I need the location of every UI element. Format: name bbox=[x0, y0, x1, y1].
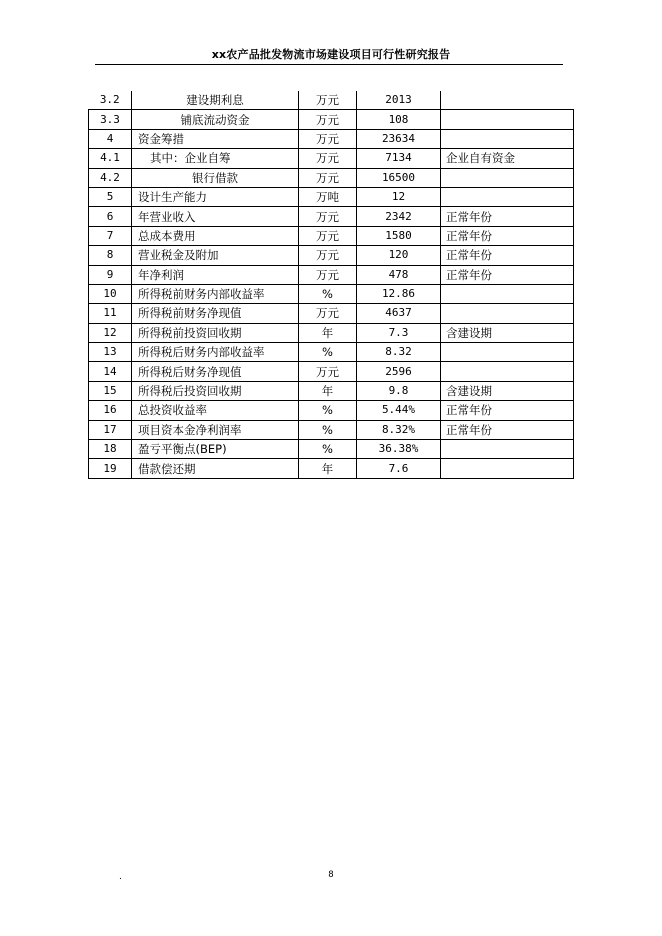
item-unit: % bbox=[299, 420, 357, 439]
item-name: 所得税前财务内部收益率 bbox=[132, 284, 299, 303]
item-name: 铺底流动资金 bbox=[132, 110, 299, 129]
item-value: 9.8 bbox=[357, 381, 441, 400]
row-number: 16 bbox=[89, 401, 132, 420]
item-note: 正常年份 bbox=[441, 226, 574, 245]
item-value: 8.32% bbox=[357, 420, 441, 439]
item-name: 项目资本金净利润率 bbox=[132, 420, 299, 439]
item-unit: 万元 bbox=[299, 246, 357, 265]
item-unit: 年 bbox=[299, 459, 357, 478]
item-note: 含建设期 bbox=[441, 381, 574, 400]
item-value: 7134 bbox=[357, 149, 441, 168]
table-row bbox=[89, 343, 574, 362]
item-note bbox=[441, 91, 574, 110]
item-value: 7.6 bbox=[357, 459, 441, 478]
row-number: 15 bbox=[89, 381, 132, 400]
table-row bbox=[89, 226, 574, 245]
item-note: 正常年份 bbox=[441, 420, 574, 439]
footer-dot: . bbox=[119, 872, 122, 882]
item-value: 36.38% bbox=[357, 440, 441, 459]
item-name: 所得税后投资回收期 bbox=[132, 381, 299, 400]
table-row bbox=[89, 149, 574, 168]
item-unit: 万元 bbox=[299, 129, 357, 148]
item-note bbox=[441, 459, 574, 478]
item-unit: 万元 bbox=[299, 91, 357, 110]
row-number: 9 bbox=[89, 265, 132, 284]
row-number: 19 bbox=[89, 459, 132, 478]
table-row bbox=[89, 401, 574, 420]
item-value: 16500 bbox=[357, 168, 441, 187]
table-row bbox=[89, 284, 574, 303]
indicator-table bbox=[88, 91, 574, 479]
item-unit: 万元 bbox=[299, 304, 357, 323]
item-unit: 万元 bbox=[299, 168, 357, 187]
table-row bbox=[89, 129, 574, 148]
item-note bbox=[441, 110, 574, 129]
item-name: 营业税金及附加 bbox=[132, 246, 299, 265]
item-value: 8.32 bbox=[357, 343, 441, 362]
row-number: 3.3 bbox=[89, 110, 132, 129]
row-number: 14 bbox=[89, 362, 132, 381]
table-row bbox=[89, 207, 574, 226]
item-unit: 万吨 bbox=[299, 187, 357, 206]
item-unit: % bbox=[299, 440, 357, 459]
item-unit: 万元 bbox=[299, 149, 357, 168]
row-number: 8 bbox=[89, 246, 132, 265]
row-number: 4.2 bbox=[89, 168, 132, 187]
row-number: 18 bbox=[89, 440, 132, 459]
table-row bbox=[89, 323, 574, 342]
item-value: 4637 bbox=[357, 304, 441, 323]
item-unit: 万元 bbox=[299, 110, 357, 129]
item-name: 其中：企业自筹 bbox=[132, 149, 299, 168]
item-value: 1580 bbox=[357, 226, 441, 245]
item-name: 所得税前投资回收期 bbox=[132, 323, 299, 342]
item-value: 12 bbox=[357, 187, 441, 206]
row-number: 6 bbox=[89, 207, 132, 226]
item-name: 建设期利息 bbox=[132, 91, 299, 110]
item-note bbox=[441, 440, 574, 459]
item-value: 5.44% bbox=[357, 401, 441, 420]
row-number: 4.1 bbox=[89, 149, 132, 168]
item-value: 2596 bbox=[357, 362, 441, 381]
item-name: 盈亏平衡点(BEP) bbox=[132, 440, 299, 459]
table-row bbox=[89, 168, 574, 187]
item-value: 7.3 bbox=[357, 323, 441, 342]
item-note bbox=[441, 304, 574, 323]
item-note: 正常年份 bbox=[441, 246, 574, 265]
item-name: 设计生产能力 bbox=[132, 187, 299, 206]
item-note: 正常年份 bbox=[441, 265, 574, 284]
item-name: 总投资收益率 bbox=[132, 401, 299, 420]
item-note: 含建设期 bbox=[441, 323, 574, 342]
item-note bbox=[441, 343, 574, 362]
item-name: 借款偿还期 bbox=[132, 459, 299, 478]
row-number: 3.2 bbox=[89, 91, 132, 110]
item-name: 资金筹措 bbox=[132, 129, 299, 148]
item-unit: 年 bbox=[299, 323, 357, 342]
item-note bbox=[441, 168, 574, 187]
row-number: 13 bbox=[89, 343, 132, 362]
table-row bbox=[89, 246, 574, 265]
item-name: 所得税后财务净现值 bbox=[132, 362, 299, 381]
item-name: 年净利润 bbox=[132, 265, 299, 284]
item-unit: 万元 bbox=[299, 207, 357, 226]
item-value: 2342 bbox=[357, 207, 441, 226]
item-name: 银行借款 bbox=[132, 168, 299, 187]
header-divider bbox=[95, 64, 563, 65]
table-row bbox=[89, 91, 574, 110]
row-number: 11 bbox=[89, 304, 132, 323]
row-number: 12 bbox=[89, 323, 132, 342]
item-value: 120 bbox=[357, 246, 441, 265]
table-row bbox=[89, 381, 574, 400]
row-number: 17 bbox=[89, 420, 132, 439]
item-value: 478 bbox=[357, 265, 441, 284]
item-name: 所得税前财务净现值 bbox=[132, 304, 299, 323]
item-unit: % bbox=[299, 401, 357, 420]
item-value: 12.86 bbox=[357, 284, 441, 303]
table-row bbox=[89, 187, 574, 206]
item-note bbox=[441, 187, 574, 206]
item-name: 年营业收入 bbox=[132, 207, 299, 226]
row-number: 10 bbox=[89, 284, 132, 303]
page-number: 8 bbox=[328, 870, 334, 880]
table-row bbox=[89, 459, 574, 478]
table-row bbox=[89, 440, 574, 459]
item-name: 所得税后财务内部收益率 bbox=[132, 343, 299, 362]
table-row bbox=[89, 420, 574, 439]
table-row bbox=[89, 265, 574, 284]
item-unit: % bbox=[299, 343, 357, 362]
item-unit: 年 bbox=[299, 381, 357, 400]
item-unit: 万元 bbox=[299, 265, 357, 284]
item-note bbox=[441, 284, 574, 303]
table-row bbox=[89, 362, 574, 381]
item-note: 正常年份 bbox=[441, 401, 574, 420]
item-note bbox=[441, 362, 574, 381]
item-note bbox=[441, 129, 574, 148]
row-number: 5 bbox=[89, 187, 132, 206]
item-note: 正常年份 bbox=[441, 207, 574, 226]
item-note: 企业自有资金 bbox=[441, 149, 574, 168]
row-number: 7 bbox=[89, 226, 132, 245]
item-unit: 万元 bbox=[299, 362, 357, 381]
item-value: 23634 bbox=[357, 129, 441, 148]
item-unit: 万元 bbox=[299, 226, 357, 245]
table-row bbox=[89, 110, 574, 129]
row-number: 4 bbox=[89, 129, 132, 148]
item-name: 总成本费用 bbox=[132, 226, 299, 245]
item-unit: % bbox=[299, 284, 357, 303]
item-value: 2013 bbox=[357, 91, 441, 110]
table-row bbox=[89, 304, 574, 323]
document-header-title: xx农产品批发物流市场建设项目可行性研究报告 bbox=[211, 48, 451, 61]
item-value: 108 bbox=[357, 110, 441, 129]
